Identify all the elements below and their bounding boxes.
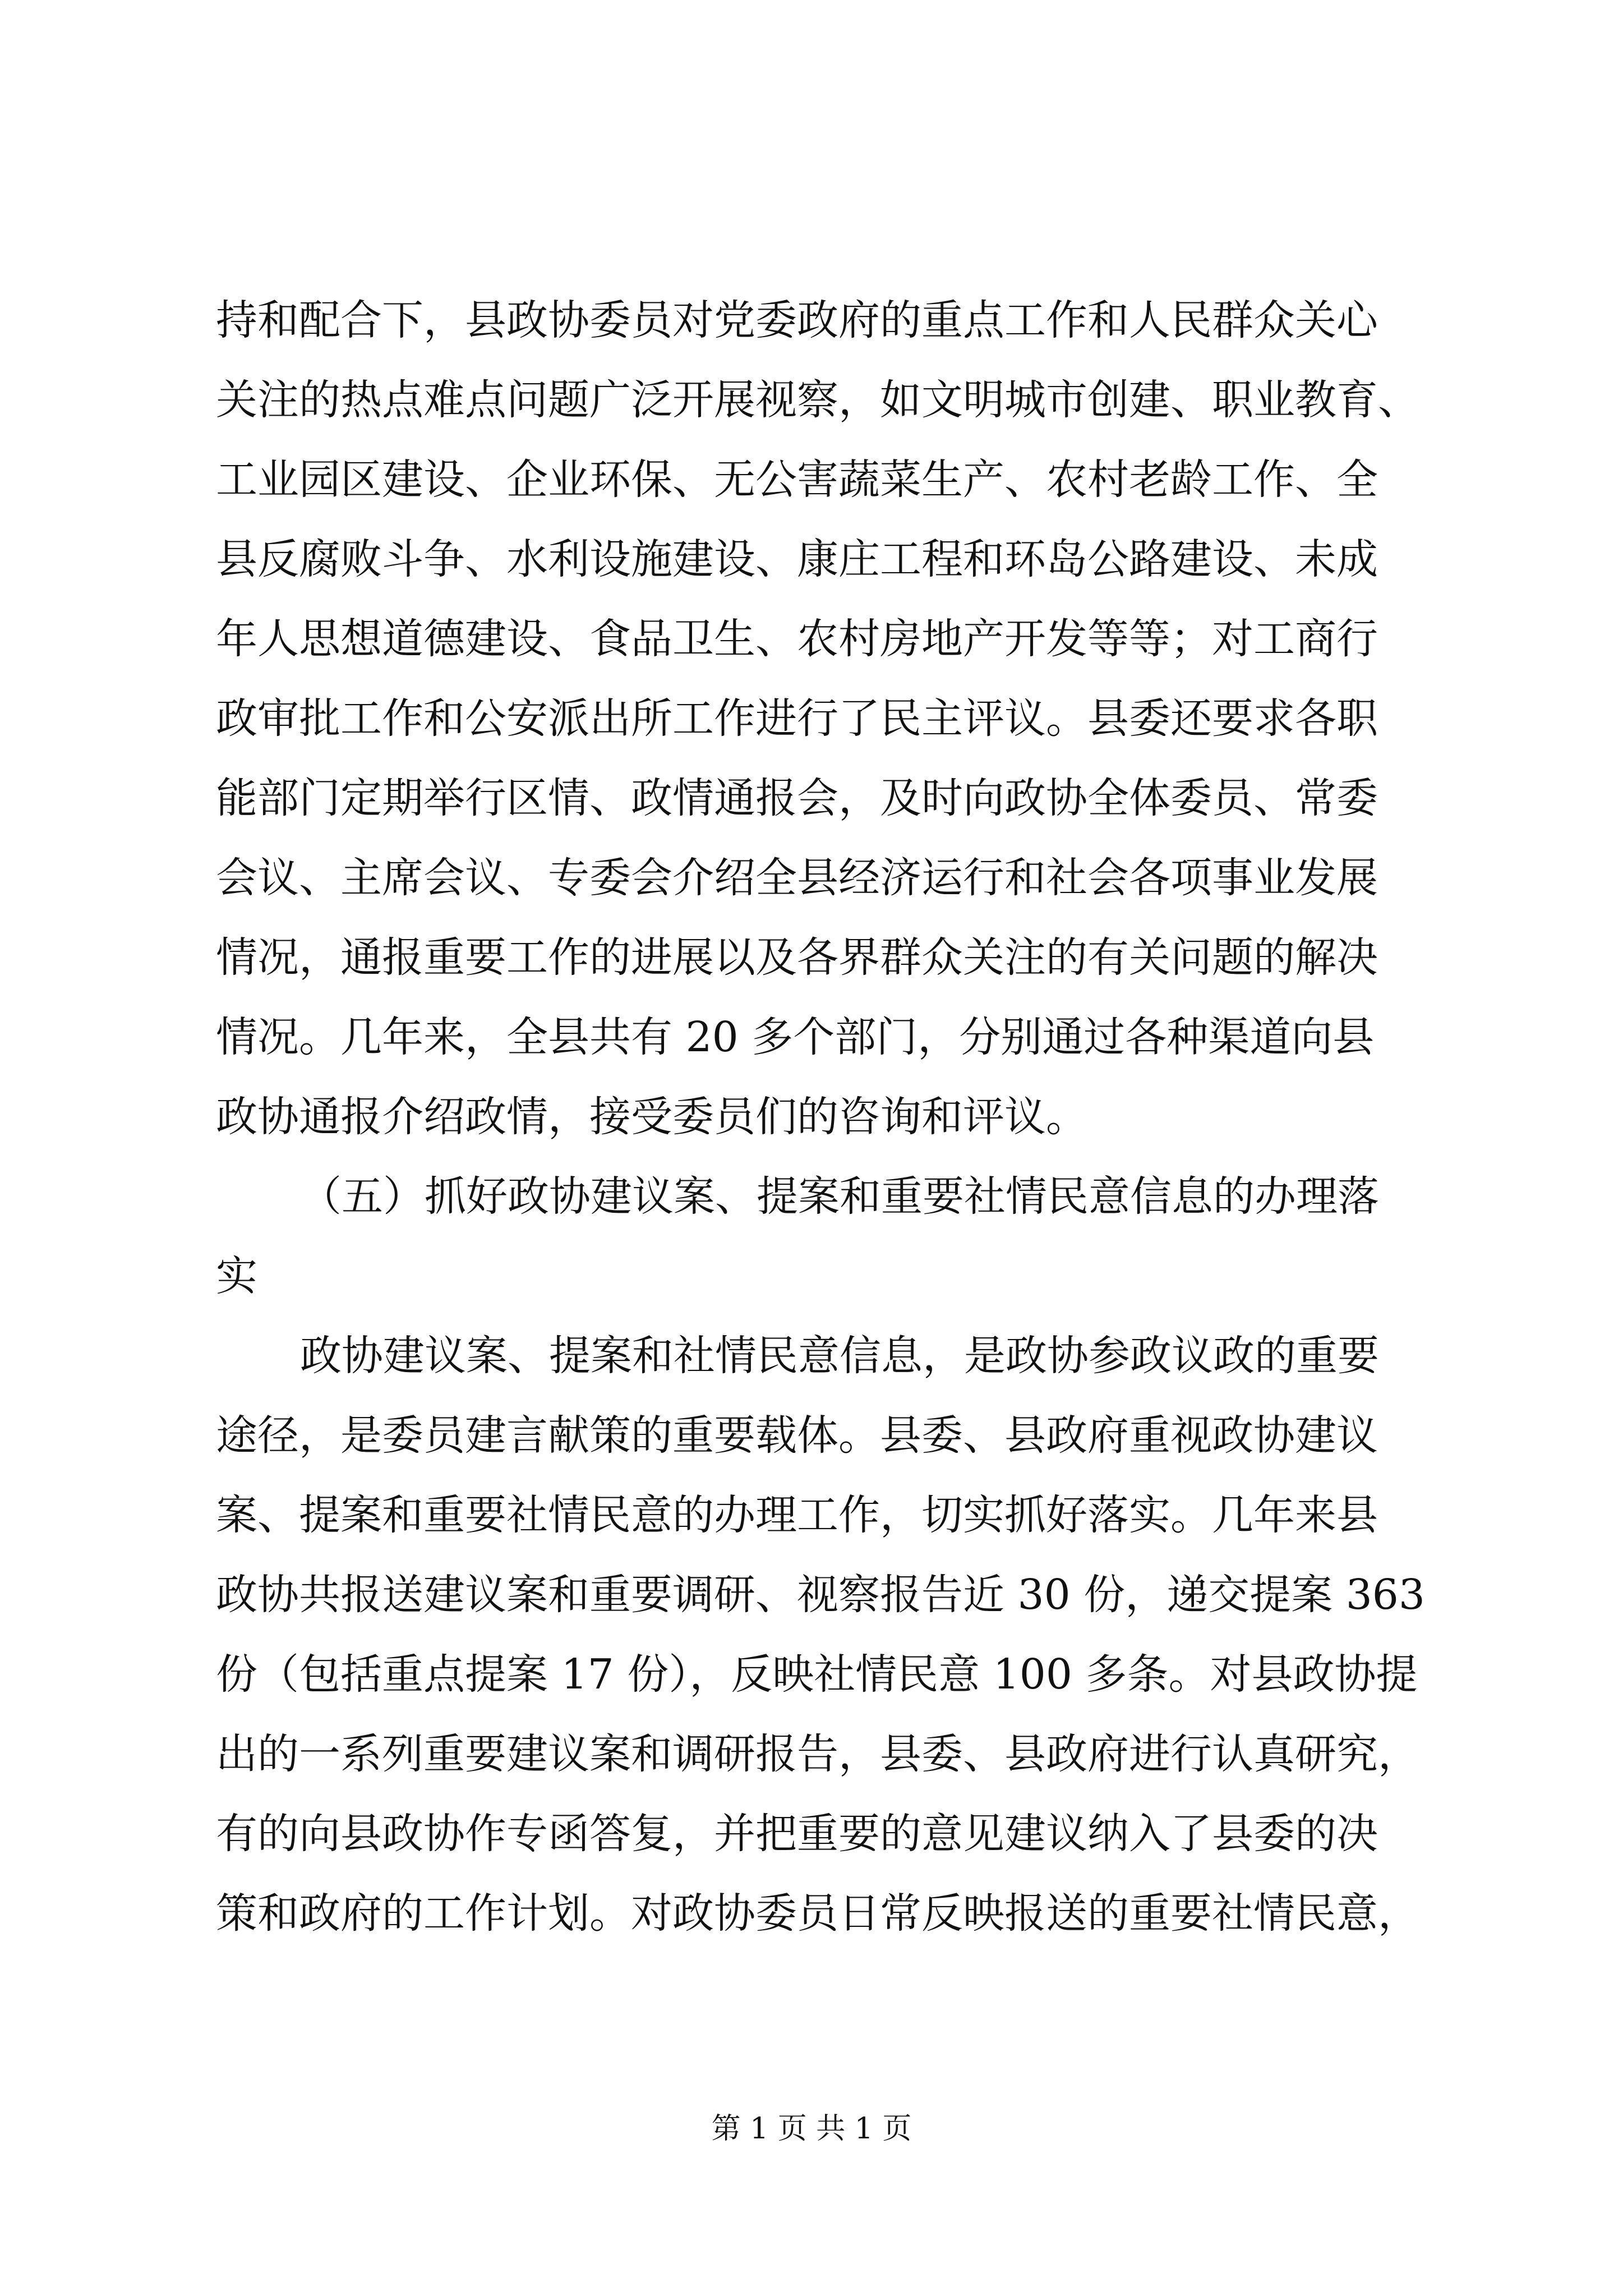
text-line: 情况，通报重要工作的进展以及各界群众关注的有关问题的解决 <box>216 933 1378 982</box>
text-line: 有的向县政协作专函答复，并把重要的意见建议纳入了县委的决 <box>216 1810 1378 1858</box>
text-line: 工业园区建设、企业环保、无公害蔬菜生产、农村老龄工作、全 <box>216 455 1378 504</box>
text-line: 出的一系列重要建议案和调研报告，县委、县政府进行认真研究， <box>216 1730 1419 1778</box>
text-line: 份（包括重点提案 17 份），反映社情民意 100 多条。对县政协提 <box>216 1650 1418 1699</box>
text-line: 关注的热点难点问题广泛开展视察，如文明城市创建、职业教育、 <box>216 376 1419 424</box>
text-line: 政审批工作和公安派出所工作进行了民主评议。县委还要求各职 <box>216 694 1378 743</box>
text-line: 途径，是委员建言献策的重要载体。县委、县政府重视政协建议 <box>216 1411 1378 1460</box>
text-line: 策和政府的工作计划。对政协委员日常反映报送的重要社情民意， <box>216 1889 1419 1938</box>
text-line: 能部门定期举行区情、政情通报会，及时向政协全体委员、常委 <box>216 774 1378 822</box>
section-heading: （五）抓好政协建议案、提案和重要社情民意信息的办理落 <box>300 1172 1379 1221</box>
text-line: 年人思想道德建设、食品卫生、农村房地产开发等等；对工商行 <box>216 615 1378 663</box>
page-number: 第 1 页 共 1 页 <box>711 2112 912 2146</box>
text-line: 持和配合下，县政协委员对党委政府的重点工作和人民群众关心 <box>216 296 1378 344</box>
text-line: 情况。几年来，全县共有 20 多个部门，分别通过各种渠道向县 <box>216 1013 1375 1061</box>
text-line: 案、提案和重要社情民意的办理工作，切实抓好落实。几年来县 <box>216 1491 1378 1539</box>
text-line: 会议、主席会议、专委会介绍全县经济运行和社会各项事业发展 <box>216 854 1378 902</box>
text-line: 政协共报送建议案和重要调研、视察报告近 30 份，递交提案 363 <box>216 1571 1425 1619</box>
text-line: 政协通报介绍政情，接受委员们的咨询和评议。 <box>216 1093 1087 1141</box>
text-line: 县反腐败斗争、水利设施建设、康庄工程和环岛公路建设、未成 <box>216 535 1378 583</box>
section-heading-continuation: 实 <box>216 1252 257 1300</box>
text-line: 政协建议案、提案和社情民意信息，是政协参政议政的重要 <box>300 1332 1379 1380</box>
document-body <box>216 280 1425 1953</box>
